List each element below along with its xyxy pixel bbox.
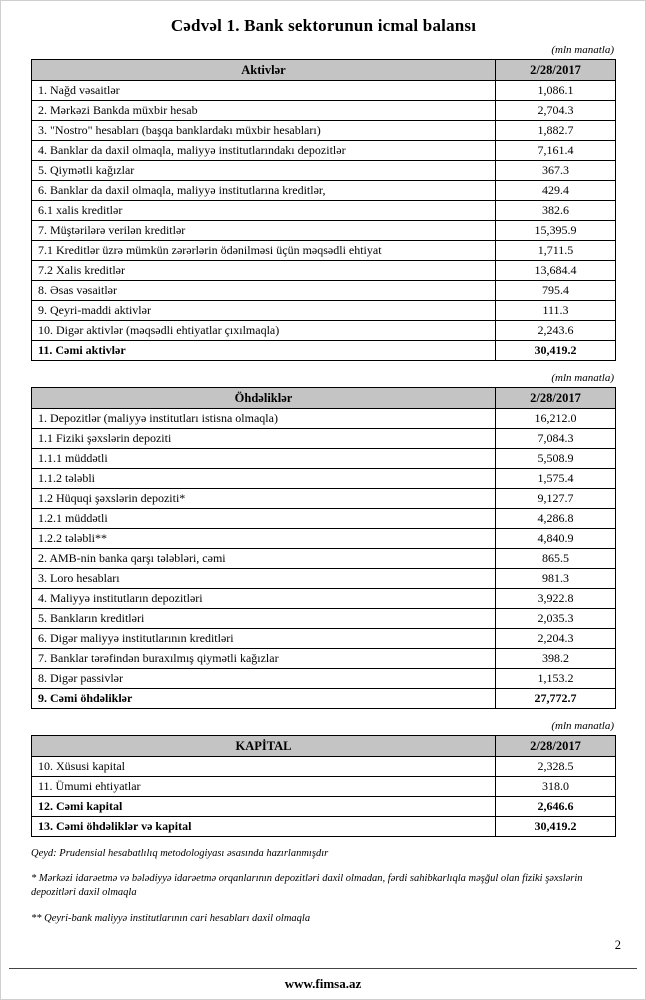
row-value: 2,704.3	[496, 101, 616, 121]
row-value: 2,204.3	[496, 629, 616, 649]
row-label: 1.2.1 müddətli	[32, 509, 496, 529]
table-row	[32, 141, 616, 161]
row-value: 398.2	[496, 649, 616, 669]
table-row	[32, 589, 616, 609]
row-label: 7.1 Kreditlər üzrə mümkün zərərlərin ödənilməsi üçün məqsədli ehtiyat	[32, 241, 496, 261]
table-row	[32, 181, 616, 201]
table-header-row	[32, 60, 616, 81]
row-label: 5. Bankların kreditləri	[32, 609, 496, 629]
footer-url: www.fimsa.az	[284, 976, 362, 991]
footnote: * Mərkəzi idarəetmə və bələdiyyə idarəetmə orqanlarının depozitləri daxil olmadan, fərdi sahibkarlıqla məşğul olan fiziki şəxslərin depozitləri daxil olmaqla	[31, 873, 583, 899]
table-row	[32, 201, 616, 221]
row-value: 7,084.3	[496, 429, 616, 449]
row-value: 7,161.4	[496, 141, 616, 161]
table-row	[32, 221, 616, 241]
table-row	[32, 301, 616, 321]
table-row	[32, 429, 616, 449]
table-row	[32, 689, 616, 709]
row-label: 7. Müştərilərə verilən kreditlər	[32, 221, 496, 241]
row-value: 30,419.2	[496, 817, 616, 837]
table-header-title: Aktivlər	[32, 60, 496, 81]
row-label: 7. Banklar tərəfindən buraxılmış qiymətli kağızlar	[32, 649, 496, 669]
row-label: 8. Digər passivlər	[32, 669, 496, 689]
row-label: 4. Maliyyə institutların depozitləri	[32, 589, 496, 609]
row-label: 9. Cəmi öhdəliklər	[32, 689, 496, 709]
row-label: 5. Qiymətli kağızlar	[32, 161, 496, 181]
page-title: Cədvəl 1. Bank sektorunun icmal balansı	[170, 16, 477, 35]
footer-divider	[9, 968, 637, 969]
table-row	[32, 569, 616, 589]
row-value: 13,684.4	[496, 261, 616, 281]
row-label: 1. Depozitlər (maliyyə institutları istisna olmaqla)	[32, 409, 496, 429]
row-value: 1,153.2	[496, 669, 616, 689]
table-row	[32, 649, 616, 669]
row-label: 10. Xüsusi kapital	[32, 757, 496, 777]
footnotes-section	[31, 847, 616, 926]
row-value: 3,922.8	[496, 589, 616, 609]
table-row	[32, 81, 616, 101]
row-value: 4,840.9	[496, 529, 616, 549]
row-value: 16,212.0	[496, 409, 616, 429]
row-label: 11. Cəmi aktivlər	[32, 341, 496, 361]
table-row	[32, 281, 616, 301]
row-value: 318.0	[496, 777, 616, 797]
balance-table-aktivler	[31, 59, 616, 361]
row-label: 9. Qeyri-maddi aktivlər	[32, 301, 496, 321]
row-label: 10. Digər aktivlər (məqsədli ehtiyatlar çıxılmaqla)	[32, 321, 496, 341]
row-label: 3. "Nostro" hesabları (başqa banklardakı müxbir hesabları)	[32, 121, 496, 141]
row-label: 4. Banklar da daxil olmaqla, maliyyə institutlarındakı depozitlər	[32, 141, 496, 161]
table-row	[32, 241, 616, 261]
footnote: ** Qeyri-bank maliyyə institutlarının cari hesabları daxil olmaqla	[31, 912, 311, 924]
table-row	[32, 489, 616, 509]
table-row	[32, 777, 616, 797]
row-label: 1.1 Fiziki şəxslərin depoziti	[32, 429, 496, 449]
unit-note: (mln manatla)	[551, 372, 614, 384]
row-value: 1,575.4	[496, 469, 616, 489]
row-label: 2. AMB-nin banka qarşı tələbləri, cəmi	[32, 549, 496, 569]
row-value: 9,127.7	[496, 489, 616, 509]
row-value: 2,328.5	[496, 757, 616, 777]
table-header-row	[32, 388, 616, 409]
row-label: 7.2 Xalis kreditlər	[32, 261, 496, 281]
row-value: 1,711.5	[496, 241, 616, 261]
table-row	[32, 609, 616, 629]
row-label: 2. Mərkəzi Bankda müxbir hesab	[32, 101, 496, 121]
tables-container	[31, 44, 616, 837]
table-row	[32, 261, 616, 281]
row-label: 1.2 Hüquqi şəxslərin depoziti*	[32, 489, 496, 509]
row-value: 27,772.7	[496, 689, 616, 709]
unit-note: (mln manatla)	[551, 44, 614, 56]
table-row	[32, 797, 616, 817]
table-header-date: 2/28/2017	[496, 60, 616, 81]
table-header-title: Öhdəliklər	[32, 388, 496, 409]
table-row	[32, 509, 616, 529]
row-value: 4,286.8	[496, 509, 616, 529]
table-row	[32, 757, 616, 777]
row-value: 1,882.7	[496, 121, 616, 141]
row-label: 1.1.2 tələbli	[32, 469, 496, 489]
unit-note: (mln manatla)	[551, 720, 614, 732]
row-label: 8. Əsas vəsaitlər	[32, 281, 496, 301]
table-row	[32, 321, 616, 341]
table-row	[32, 101, 616, 121]
row-value: 865.5	[496, 549, 616, 569]
row-value: 1,086.1	[496, 81, 616, 101]
row-value: 367.3	[496, 161, 616, 181]
table-row	[32, 449, 616, 469]
row-label: 1.2.2 tələbli**	[32, 529, 496, 549]
row-value: 2,646.6	[496, 797, 616, 817]
page-number: 2	[614, 938, 621, 952]
table-row	[32, 469, 616, 489]
table-row	[32, 341, 616, 361]
row-value: 2,035.3	[496, 609, 616, 629]
table-header-row	[32, 736, 616, 757]
row-label: 13. Cəmi öhdəliklər və kapital	[32, 817, 496, 837]
row-label: 1.1.1 müddətli	[32, 449, 496, 469]
table-row	[32, 669, 616, 689]
row-value: 981.3	[496, 569, 616, 589]
row-label: 1. Nağd vəsaitlər	[32, 81, 496, 101]
row-label: 6. Banklar da daxil olmaqla, maliyyə institutlarına kreditlər,	[32, 181, 496, 201]
row-label: 6. Digər maliyyə institutlarının kreditləri	[32, 629, 496, 649]
balance-table-kapital	[31, 735, 616, 837]
row-value: 382.6	[496, 201, 616, 221]
footnote: Qeyd: Prudensial hesabatlılıq metodologiyası əsasında hazırlanmışdır	[31, 848, 329, 859]
table-header-date: 2/28/2017	[496, 736, 616, 757]
row-value: 15,395.9	[496, 221, 616, 241]
row-value: 2,243.6	[496, 321, 616, 341]
table-row	[32, 161, 616, 181]
table-header-title: KAPİTAL	[32, 736, 496, 757]
table-header-date: 2/28/2017	[496, 388, 616, 409]
balance-table-ohdelikler	[31, 387, 616, 709]
row-value: 429.4	[496, 181, 616, 201]
row-value: 30,419.2	[496, 341, 616, 361]
table-row	[32, 549, 616, 569]
row-value: 5,508.9	[496, 449, 616, 469]
table-row	[32, 121, 616, 141]
row-label: 12. Cəmi kapital	[32, 797, 496, 817]
table-row	[32, 529, 616, 549]
row-value: 795.4	[496, 281, 616, 301]
row-value: 111.3	[496, 301, 616, 321]
table-row	[32, 409, 616, 429]
table-row	[32, 629, 616, 649]
row-label: 11. Ümumi ehtiyatlar	[32, 777, 496, 797]
row-label: 6.1 xalis kreditlər	[32, 201, 496, 221]
table-row	[32, 817, 616, 837]
row-label: 3. Loro hesabları	[32, 569, 496, 589]
